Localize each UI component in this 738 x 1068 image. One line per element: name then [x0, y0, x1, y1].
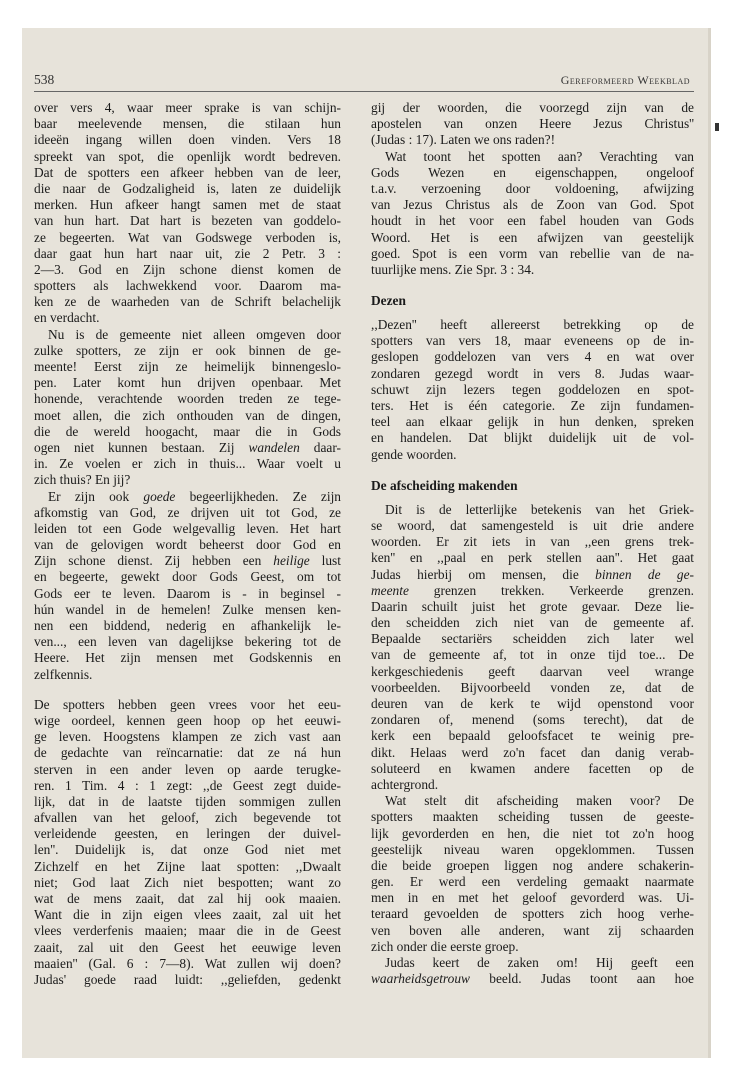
text-line: ven boven alle anderen, want zij schaarden [371, 922, 694, 938]
text-line: wat de mens zaait, dat zal hij ook maaien. [34, 891, 341, 906]
text-line: zelfkennis. [34, 666, 93, 682]
text-line: teraard gevoelden de spotters zich hoog verhe- [371, 906, 694, 922]
text-line: ken'' en ,,paal en perk stellen aan''. Het gaat [371, 550, 694, 566]
text-line: voorbeelden. Bijvoorbeeld vonden ze, dat de [371, 679, 694, 695]
text-line: Want die in zijn eigen vlees zaait, zal uit het [34, 907, 341, 923]
text-line: en handelen. Dat blijkt duidelijk uit de vol- [371, 430, 694, 446]
text-line: 2—3. God en Zijn schone dienst komen de [34, 261, 341, 277]
text-line: van Jezus Christus als de Zoon van God. Spot [371, 197, 694, 213]
text-line: die de wereld hoogacht, maar die in Gods [34, 423, 341, 439]
text-line: geestelijk niveau waren opgeklommen. Tussen [371, 841, 694, 857]
text-line: men in en met het geloof gevorderd was. Ui- [371, 890, 694, 906]
text-line: gij der woorden, die voorzegd zijn van de [371, 100, 694, 115]
text-line: kerkgeschiedenis geeft daarvan veel wrange [371, 663, 694, 679]
text-line: dikt. Helaas werd zo'n facet dan danig verab- [371, 744, 694, 760]
text-line: lijk, dat in de laatste tijden sommigen zullen [34, 793, 341, 809]
text-line: se woord, dat samengesteld is uit drie andere [371, 517, 694, 533]
text-line: Judas keert de zaken om! Hij geeft een [385, 955, 694, 970]
text-line: hún wandel in de hemelen! Zulke mensen ken- [34, 601, 341, 617]
text-line: Daarin schuilt juist het grote gevaar. Deze lie- [371, 598, 694, 614]
text-line: leiden tot een Gode welgevallig leven. Het hart [34, 520, 341, 536]
text-line: nen een biddend, nederig en afhankelijk le- [34, 618, 341, 633]
text-line: spreekt van spot, die openlijk wordt bedreven. [34, 148, 341, 164]
text-line: zondaren of, menend (soms terecht), dat de [371, 712, 694, 728]
text-line: gen. Er werd een verdeling gemaakt naarmate [371, 874, 694, 890]
text-line: Zijn schone dienst. Zij hebben een heilige lust [34, 553, 341, 569]
text-line: De spotters hebben geen vrees voor het eeu- [34, 696, 341, 712]
text-line: Zichzelf en het Zijne laat spotten: ,,Dwaalt [34, 858, 341, 874]
text-line: zich thuis? En jij? [34, 472, 131, 488]
text-line: ze begeerten. Wat van Godswege verboden is, [34, 229, 341, 245]
text-line: woorden. Er zit iets in van ,,een grens trek- [371, 534, 694, 550]
text-line: van de gemeente af, tot in onze tijd toe... De [371, 647, 694, 663]
margin-mark [715, 123, 719, 131]
text-line: honende, verachtende woorden treden ze tege- [34, 391, 341, 407]
paragraph [371, 100, 694, 149]
text-line: achtergrond. [371, 776, 439, 792]
paragraph [371, 149, 694, 279]
section-heading: Dezen [371, 293, 406, 309]
text-line: (Judas : 17). Laten we ons raden?! [371, 132, 556, 148]
text-line: teel aan elkaar gelijk in hun denken, spreken [371, 414, 694, 430]
text-line: zondaren gezegd wordt in vers 8. Judas waar- [371, 365, 694, 381]
text-line: den scheidden zich niet van de gemeente af. [371, 615, 694, 631]
text-line: ters. Het is één categorie. Ze zijn fundamen- [371, 398, 694, 413]
text-line: meente grenzen trekken. Verkeerde grenzen. [371, 582, 694, 598]
text-line: soluteerd en kwamen andere facetten op de [371, 760, 694, 776]
text-line: Gods eer te leven. Daarom is - in beginsel - [34, 585, 341, 601]
text-line: zaait, zal uit den Geest het eeuwige leven [34, 939, 341, 955]
text-line: ken ze de waarheden van de Schrift belachelijk [34, 294, 341, 310]
left-column [34, 100, 341, 988]
text-line: geslopen goddelozen van vers 4 en wat over [371, 349, 694, 365]
text-line: houdt in het voor een fabel houden van Gods [371, 213, 694, 229]
text-line: ren. 1 Tim. 4 : 1 zegt: ,,de Geest zegt duide- [34, 777, 341, 793]
text-line: afkomstig van God, ze drijven uit tot God, ze [34, 504, 341, 520]
header-rule [34, 91, 694, 92]
text-line: len''. Duidelijk is, dat onze God niet met [34, 842, 341, 858]
paragraph [371, 955, 694, 987]
text-line: meente! Eerst zijn ze heimelijk binnengeslo- [34, 359, 341, 374]
text-line: lijk gevorderden en hen, die niet tot zo'n hoog [371, 825, 694, 841]
text-line: spotters maakten scheiding tussen de geeste- [371, 809, 694, 825]
running-head: Gereformeerd Weekblad [560, 73, 690, 87]
paragraph [371, 793, 694, 955]
text-line: vlees verderfenis maaien; maar die in de Geest [34, 923, 341, 939]
text-line: Wat stelt dit afscheiding maken voor? De [385, 793, 694, 809]
text-line: afvallen van het geloof, zich begevende tot [34, 810, 341, 826]
text-line: wige oordeel, kennen geen hoop op het eeuwi- [34, 712, 341, 728]
text-line: en begeerte, gewekt door Gods Geest, om tot [34, 569, 341, 585]
text-line: pen. Later komt hun drijven openbaar. Met [34, 375, 341, 391]
text-line: baar meelevende mensen, die stilaan hun [34, 116, 341, 132]
text-line: goed. Spot is een vorm van rebellie van de na- [371, 245, 694, 261]
text-line: deuren van de kerk te wijd openstond voor [371, 696, 694, 711]
text-line: Dat de spotters een afkeer hebben van de leer, [34, 164, 341, 180]
text-line: ge leven. Hoogstens klampen ze zich vast aan [34, 729, 341, 745]
paragraph [34, 697, 341, 988]
text-line: t.a.v. verzoening door voldoening, afwijzing [371, 180, 694, 196]
text-line: Wat toont het spotten aan? Verachting van [385, 148, 694, 164]
text-line: maaien'' (Gal. 6 : 7—8). Wat zullen wij doen? [34, 955, 341, 971]
text-line: Er zijn ook goede begeerlijkheden. Ze zijn [48, 488, 341, 504]
text-line: Woord. Het is een afwijzen van geestelijk [371, 229, 694, 245]
text-line: spotters van vers 18, maar eveneens op de in- [371, 333, 694, 349]
text-line: merken. Hun afkeer hangt samen met de staat [34, 197, 341, 213]
text-line: zich onder die eerste groep. [371, 938, 519, 954]
text-line: Dit is de letterlijke betekenis van het Griek- [385, 501, 694, 517]
text-line: ideeën ingang willen doen vinden. Vers 18 [34, 132, 341, 148]
text-line: ven..., een leven van dagelijkse bekering tot de [34, 634, 341, 650]
text-line: Bepaalde sectariërs scheidden zich later wel [371, 631, 694, 647]
text-line: ogen niet kunnen bestaan. Zij wandelen daar- [34, 439, 341, 455]
text-line: Judas' goede raad luidt: ,,geliefden, gedenkt [34, 971, 341, 987]
text-line: en verdacht. [34, 310, 100, 326]
text-line: daar gaat hun hart naar uit, zie 2 Petr. 3 : [34, 245, 341, 261]
text-line: waarheidsgetrouw beeld. Judas toont aan hoe [371, 971, 694, 987]
paragraph [371, 317, 694, 463]
text-line: gende woorden. [371, 446, 457, 462]
text-line: verleidende geesten, en leringen der duivel- [34, 826, 341, 842]
text-line: tuurlijke mens. Zie Spr. 3 : 34. [371, 261, 535, 277]
text-line: schuwt zijn lezers tegen goddelozen en spot- [371, 381, 694, 397]
text-line: over vers 4, waar meer sprake is van schijn- [34, 100, 341, 115]
text-line: spotters als lachwekkend voor. Daarom ma- [34, 278, 341, 294]
text-line: Judas hierbij om mensen, die binnen de ge- [371, 566, 694, 582]
text-line: Gods Wezen en eigenschappen, ongeloof [371, 164, 694, 180]
paragraph [371, 502, 694, 793]
paragraph [34, 100, 341, 327]
text-line: zulke spotters, ze zijn er ook binnen de ge- [34, 342, 341, 358]
paragraph [34, 327, 341, 489]
text-line: van de gelovigen wordt beheerst door God en [34, 537, 341, 553]
text-line: niet; God laat Zich niet bespotten; want zo [34, 874, 341, 890]
text-line: sterven in een ander leven op aarde terugke- [34, 761, 341, 777]
text-line: die naar de Godzaligheid is, laten ze duidelijk [34, 180, 341, 196]
text-line: van hun hart. Dat hart is bezeten van goddelo- [34, 213, 341, 229]
section-heading: De afscheiding makenden [371, 477, 518, 493]
text-line: apostelen van onzen Heere Jezus Christus'' [371, 116, 694, 132]
text-line: moet allen, die zich onthouden van de dingen, [34, 407, 341, 423]
text-line: kerk een bepaald geloofsfacet te weinig pre- [371, 728, 694, 744]
page-number: 538 [34, 72, 55, 87]
paragraph [34, 489, 341, 683]
text-line: Heere. Het zijn mensen met Godskennis en [34, 650, 341, 666]
right-column [371, 100, 694, 987]
text-line: de gedachte van reïncarnatie: dat ze ná hun [34, 745, 341, 761]
text-line: die beide groepen liggen nog andere schakerin- [371, 857, 694, 873]
text-line: Nu is de gemeente niet alleen omgeven door [48, 326, 341, 342]
text-line: ,,Dezen'' heeft allereerst betrekking op de [371, 317, 694, 333]
text-line: in. Ze voelen er zich in thuis... Waar voelt u [34, 456, 341, 472]
